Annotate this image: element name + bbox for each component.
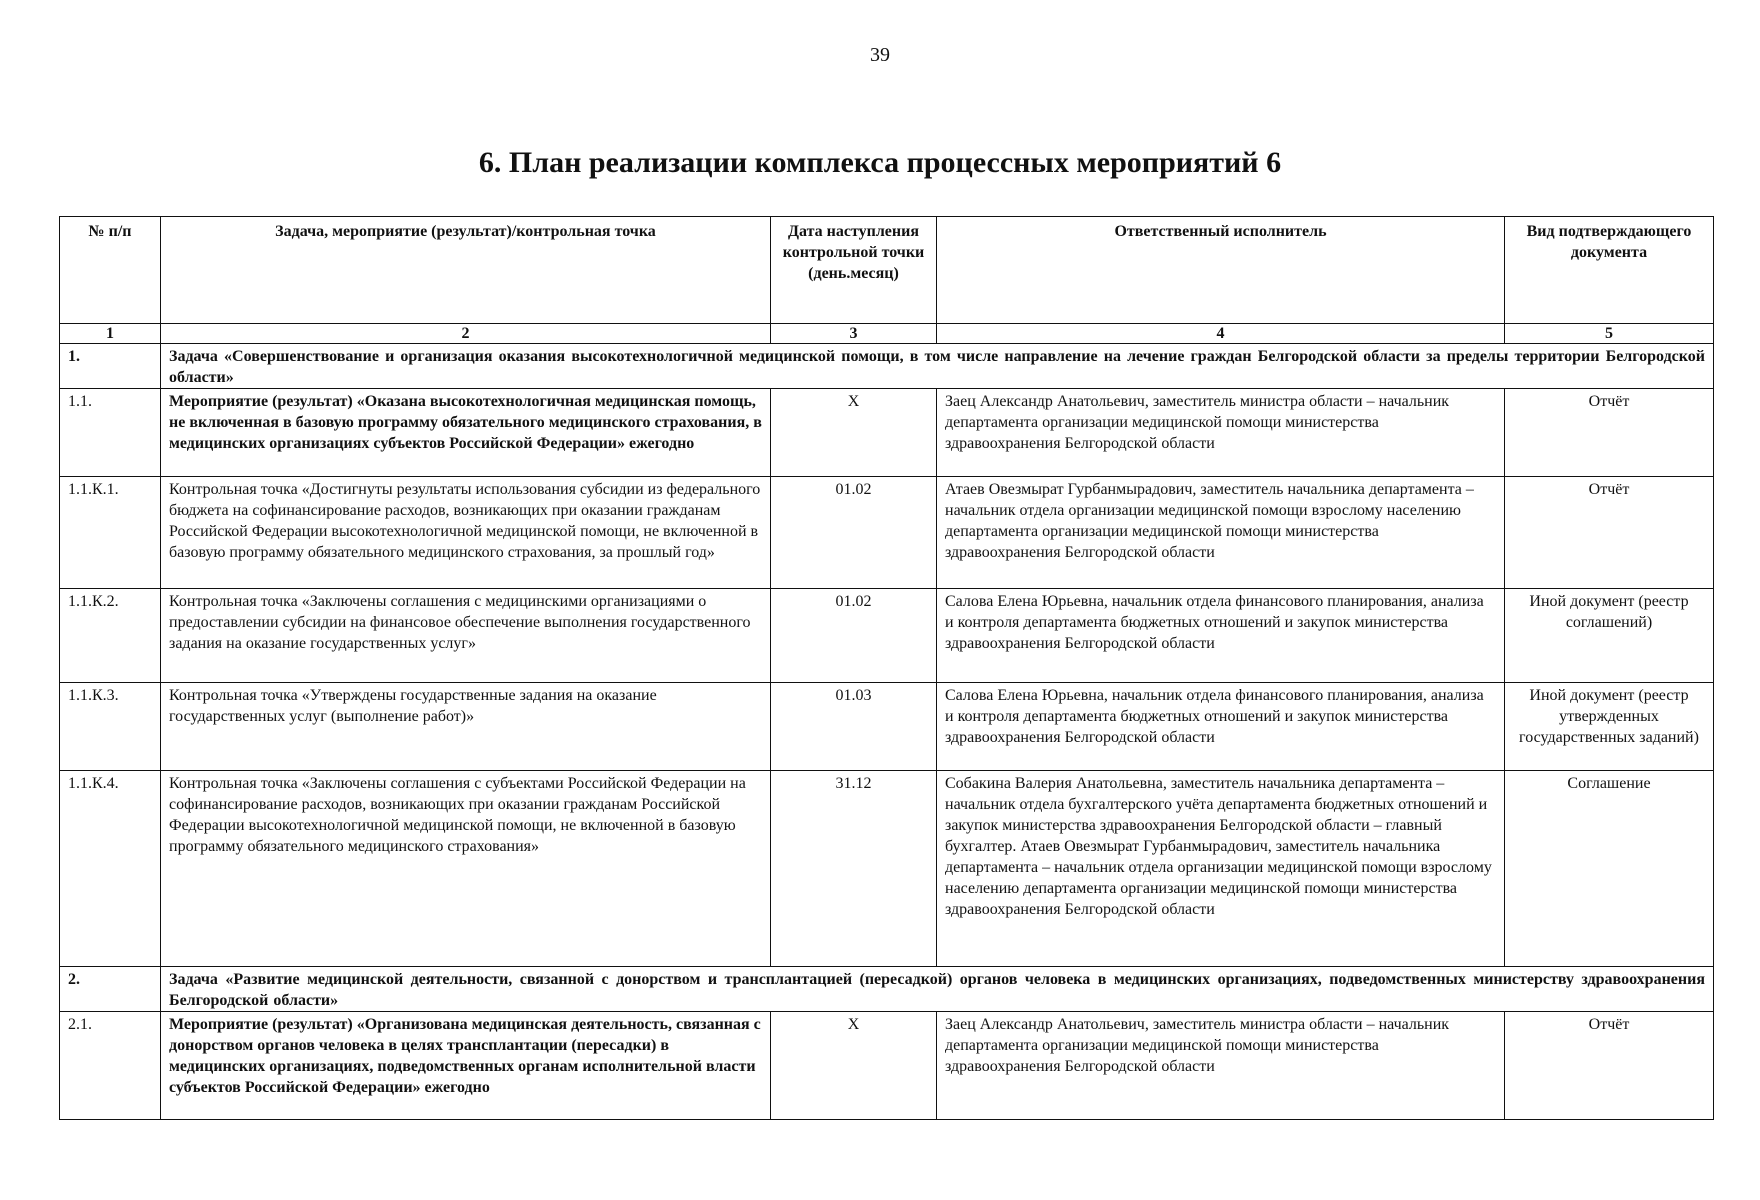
event-text: Мероприятие (результат) «Оказана высокотехнологичная медицинская помощь, не включенная в базовую программу обязательного медицинского страхования, в медицинских организациях субъектов Российской Федерации» ежегодно	[161, 389, 771, 477]
table-header-row	[60, 217, 1714, 324]
task-row	[60, 967, 1714, 1012]
responsible-executor: Собакина Валерия Анатольевна, заместитель начальника департамента – начальник отдела бухгалтерского учёта департамента бюджетных отношений и закупок министерства здравоохранения Белгородской области – главный бухгалтер. Атаев Овезмырат Гурбанмырадович, заместитель начальника департамента – начальник отдела организации медицинской помощи взрослому населению департамента организации медицинской помощи министерства здравоохранения Белгородской области	[937, 771, 1505, 967]
header-responsible: Ответственный исполнитель	[937, 217, 1505, 324]
checkpoint-date: 01.02	[771, 589, 937, 683]
row-number: 1.1.К.2.	[60, 589, 161, 683]
column-number-row	[60, 324, 1714, 344]
header-task: Задача, мероприятие (результат)/контрольная точка	[161, 217, 771, 324]
column-number: 1	[60, 324, 161, 344]
header-date: Дата наступления контрольной точки (день.месяц)	[771, 217, 937, 324]
confirming-document: Отчёт	[1505, 477, 1714, 589]
responsible-executor: Атаев Овезмырат Гурбанмырадович, заместитель начальника департамента – начальник отдела организации медицинской помощи взрослому населению департамента организации медицинской помощи министерства здравоохранения Белгородской области	[937, 477, 1505, 589]
checkpoint-date: 31.12	[771, 771, 937, 967]
implementation-plan-table	[59, 216, 1714, 1120]
task-text: Задача «Совершенствование и организация оказания высокотехнологичной медицинской помощи, в том числе направление на лечение граждан Белгородской области за пределы территории Белгородской области»	[161, 344, 1714, 389]
row-number: 1.1.К.3.	[60, 683, 161, 771]
row-number: 1.	[60, 344, 161, 389]
checkpoint-date: 01.02	[771, 477, 937, 589]
confirming-document: Отчёт	[1505, 1012, 1714, 1120]
column-number: 4	[937, 324, 1505, 344]
event-text: Мероприятие (результат) «Организована медицинская деятельность, связанная с донорством органов человека в целях трансплантации (пересадки) в медицинских организациях, подведомственных органам исполнительной власти субъектов Российской Федерации» ежегодно	[161, 1012, 771, 1120]
header-document: Вид подтверждающего документа	[1505, 217, 1714, 324]
row-number: 2.	[60, 967, 161, 1012]
column-number: 5	[1505, 324, 1714, 344]
checkpoint-date: X	[771, 1012, 937, 1120]
checkpoint-text: Контрольная точка «Заключены соглашения с медицинскими организациями о предоставлении субсидии на финансовое обеспечение выполнения государственного задания на оказание государственных услуг»	[161, 589, 771, 683]
event-row	[60, 1012, 1714, 1120]
task-row	[60, 344, 1714, 389]
column-number: 2	[161, 324, 771, 344]
event-row	[60, 389, 1714, 477]
row-number: 1.1.	[60, 389, 161, 477]
task-text: Задача «Развитие медицинской деятельности, связанной с донорством и трансплантацией (пересадкой) органов человека в медицинских организациях, подведомственных министерству здравоохранения Белгородской области»	[161, 967, 1714, 1012]
confirming-document: Иной документ (реестр утвержденных государственных заданий)	[1505, 683, 1714, 771]
row-number: 2.1.	[60, 1012, 161, 1120]
row-number: 1.1.К.4.	[60, 771, 161, 967]
checkpoint-row	[60, 683, 1714, 771]
responsible-executor: Заец Александр Анатольевич, заместитель министра области – начальник департамента организации медицинской помощи министерства здравоохранения Белгородской области	[937, 389, 1505, 477]
checkpoint-date: 01.03	[771, 683, 937, 771]
header-number: № п/п	[60, 217, 161, 324]
checkpoint-row	[60, 589, 1714, 683]
responsible-executor: Заец Александр Анатольевич, заместитель министра области – начальник департамента организации медицинской помощи министерства здравоохранения Белгородской области	[937, 1012, 1505, 1120]
checkpoint-row	[60, 477, 1714, 589]
confirming-document: Отчёт	[1505, 389, 1714, 477]
responsible-executor: Салова Елена Юрьевна, начальник отдела финансового планирования, анализа и контроля департамента бюджетных отношений и закупок министерства здравоохранения Белгородской области	[937, 683, 1505, 771]
row-number: 1.1.К.1.	[60, 477, 161, 589]
confirming-document: Иной документ (реестр соглашений)	[1505, 589, 1714, 683]
checkpoint-date: X	[771, 389, 937, 477]
responsible-executor: Салова Елена Юрьевна, начальник отдела финансового планирования, анализа и контроля департамента бюджетных отношений и закупок министерства здравоохранения Белгородской области	[937, 589, 1505, 683]
column-number: 3	[771, 324, 937, 344]
page-number: 39	[870, 44, 890, 66]
checkpoint-text: Контрольная точка «Заключены соглашения с субъектами Российской Федерации на софинансирование расходов, возникающих при оказании гражданам Российской Федерации высокотехнологичной медицинской помощи, не включенной в базовую программу обязательного медицинского страхования»	[161, 771, 771, 967]
checkpoint-text: Контрольная точка «Достигнуты результаты использования субсидии из федерального бюджета на софинансирование расходов, возникающих при оказании гражданам Российской Федерации высокотехнологичной медицинской помощи, не включенной в базовую программу обязательного медицинского страхования, за прошлый год»	[161, 477, 771, 589]
document-title: 6. План реализации комплекса процессных мероприятий 6	[478, 146, 1282, 179]
checkpoint-text: Контрольная точка «Утверждены государственные задания на оказание государственных услуг (выполнение работ)»	[161, 683, 771, 771]
checkpoint-row	[60, 771, 1714, 967]
confirming-document: Соглашение	[1505, 771, 1714, 967]
